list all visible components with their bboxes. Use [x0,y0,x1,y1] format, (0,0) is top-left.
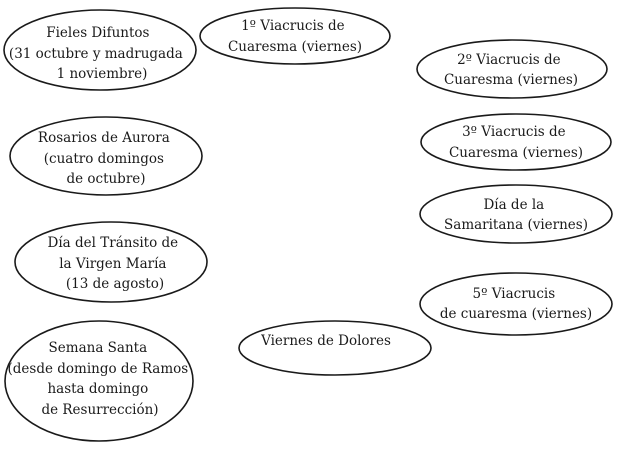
node-dia-samaritana-label: Día de la Samaritana (viernes) [444,197,588,233]
node-viacrucis-3 [421,114,611,170]
node-dia-samaritana-ellipse [420,185,612,243]
node-transito-virgen-label: Día del Tránsito de la Virgen María (13 de agosto) [47,235,179,292]
node-viacrucis-5-label: 5º Viacrucis de cuaresma (viernes) [439,286,593,322]
node-viacrucis-1-label: 1º Viacrucis de Cuaresma (viernes) [227,18,363,55]
node-viernes-dolores [239,321,431,375]
node-rosarios-aurora-label: Rosarios de Aurora (cuatro domingos de octubre) [37,130,170,187]
node-viacrucis-3-ellipse [421,114,611,170]
node-transito-virgen [15,222,207,302]
node-viacrucis-2-ellipse [417,40,607,98]
node-dia-samaritana [420,185,612,243]
node-viacrucis-2-label: 2º Viacrucis de Cuaresma (viernes) [443,52,579,88]
node-fieles-difuntos-label: Fieles Difuntos (31 octubre y madrugada 1 noviembre) [8,25,183,82]
node-viernes-dolores-label: Viernes de Dolores [261,333,391,349]
node-viacrucis-5-ellipse [420,273,612,335]
node-rosarios-aurora [10,117,202,195]
node-viacrucis-2 [417,40,607,98]
node-viacrucis-1 [200,8,390,64]
node-semana-santa [5,321,193,441]
node-fieles-difuntos [4,10,196,90]
node-viacrucis-1-ellipse [200,8,390,64]
node-viacrucis-3-label: 3º Viacrucis de Cuaresma (viernes) [448,124,584,161]
node-semana-santa-label: Semana Santa (desde domingo de Ramos hasta domingo de Resurrección) [7,340,189,418]
node-viacrucis-5 [420,273,612,335]
